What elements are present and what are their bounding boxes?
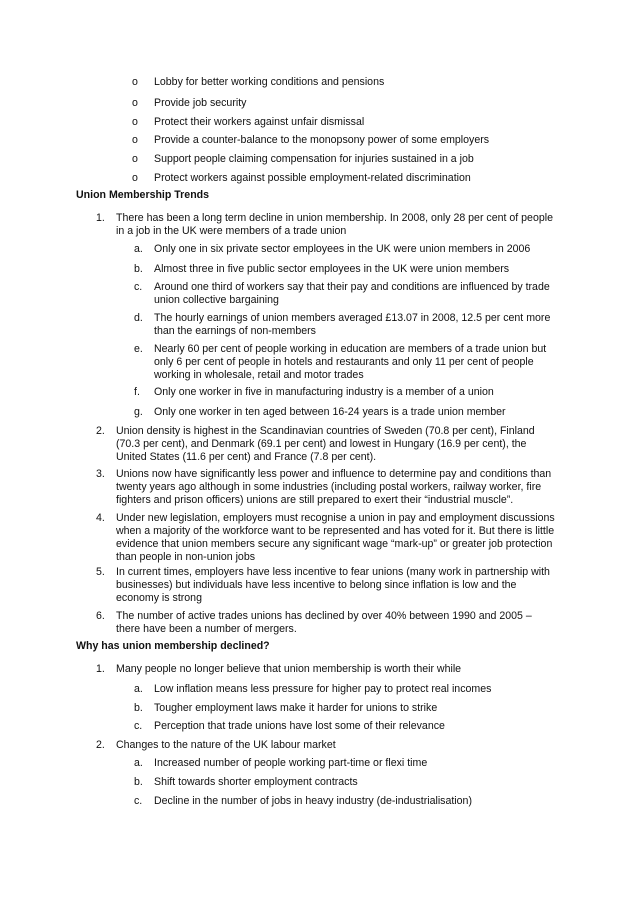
text-line: Only one worker in five in manufacturing industry is a member of a union (154, 386, 494, 398)
text-line: Many people no longer believe that union membership is worth their while (116, 663, 462, 675)
bullet-mark: o (132, 76, 138, 88)
bullet-text: Provide job security (154, 97, 247, 109)
text-line: working in wholesale, retail and motor trades (154, 369, 364, 381)
text-line: (70.3 per cent), and Denmark (69.1 per cent) and lowest in Hungary (16.9 per cent), the (116, 438, 527, 450)
item-number: 2. (96, 425, 105, 437)
sub-item-text (154, 757, 566, 770)
text-line: Only one in six private sector employees in the UK were union members in 2006 (154, 243, 531, 255)
text-line: The hourly earnings of union members averaged £13.07 in 2008, 12.5 per cent more (154, 312, 551, 324)
list-item-text (116, 468, 566, 507)
text-line: there have been a number of mergers. (116, 623, 297, 635)
bullet-text: Support people claiming compensation for injuries sustained in a job (154, 153, 474, 165)
text-line: than the earnings of non-members (154, 325, 316, 337)
sub-item-text (154, 343, 566, 382)
item-number: 6. (96, 610, 105, 622)
sub-item-text (154, 312, 566, 338)
text-line: twenty years ago although in some industries (including postal workers, railway worker, fire (116, 481, 542, 493)
sub-item-text (154, 281, 566, 307)
text-line: union collective bargaining (154, 294, 279, 306)
sub-item-text (154, 683, 566, 696)
text-line: Low inflation means less pressure for higher pay to protect real incomes (154, 683, 492, 695)
list-item-text (116, 610, 566, 636)
item-number: 1. (96, 663, 105, 675)
section-heading: Why has union membership declined? (76, 640, 270, 652)
text-line: Nearly 60 per cent of people working in education are members of a trade union but (154, 343, 547, 355)
list-item-text (116, 425, 566, 464)
sub-item-letter: g. (134, 406, 143, 418)
text-line: Unions now have significantly less power and influence to determine pay and conditions than (116, 468, 552, 480)
text-line: in a job in the UK were members of a trade union (116, 225, 347, 237)
sub-item-text (154, 720, 566, 733)
list-item-text (116, 512, 566, 564)
sub-item-letter: b. (134, 263, 143, 275)
item-number: 5. (96, 566, 105, 578)
bullet-text: Protect their workers against unfair dismissal (154, 116, 365, 128)
text-line: The number of active trades unions has declined by over 40% between 1990 and 2005 – (116, 610, 532, 622)
item-number: 4. (96, 512, 105, 524)
list-item-text (116, 566, 566, 605)
bullet-mark: o (132, 153, 138, 165)
text-line: There has been a long term decline in union membership. In 2008, only 28 per cent of people (116, 212, 553, 224)
item-number: 3. (96, 468, 105, 480)
text-line: Increased number of people working part-time or flexi time (154, 757, 428, 769)
text-line: Shift towards shorter employment contracts (154, 776, 358, 788)
bullet-mark: o (132, 97, 138, 109)
sub-item-text (154, 795, 566, 808)
text-line: only 6 per cent of people in hotels and restaurants and only 11 per cent of people (154, 356, 534, 368)
bullet-text: Protect workers against possible employment-related discrimination (154, 172, 471, 184)
sub-item-letter: c. (134, 720, 143, 732)
text-line: Changes to the nature of the UK labour market (116, 739, 336, 751)
text-line: economy is strong (116, 592, 202, 604)
sub-item-letter: b. (134, 702, 143, 714)
sub-item-text (154, 702, 566, 715)
sub-item-letter: f. (134, 386, 140, 398)
text-line: Perception that trade unions have lost some of their relevance (154, 720, 445, 732)
sub-item-letter: a. (134, 683, 143, 695)
text-line: than people in non-union jobs (116, 551, 256, 563)
text-line: Around one third of workers say that their pay and conditions are influenced by trade (154, 281, 550, 293)
sub-item-text (154, 776, 566, 789)
sub-item-text (154, 406, 566, 419)
section-heading: Union Membership Trends (76, 189, 210, 201)
list-item-text (116, 212, 566, 238)
text-line: Under new legislation, employers must recognise a union in pay and employment discussions (116, 512, 555, 524)
sub-item-letter: c. (134, 795, 143, 807)
bullet-mark: o (132, 134, 138, 146)
text-line: when a majority of the workforce want to be represented and has voted for it. But there is little (116, 525, 555, 537)
text-line: United States (11.6 per cent) and France (7.8 per cent). (116, 451, 377, 463)
text-line: Decline in the number of jobs in heavy industry (de-industrialisation) (154, 795, 472, 807)
text-line: Tougher employment laws make it harder for unions to strike (154, 702, 438, 714)
sub-item-letter: b. (134, 776, 143, 788)
text-line: evidence that union members secure any significant wage “mark-up” or greater job protection (116, 538, 553, 550)
sub-item-letter: d. (134, 312, 143, 324)
bullet-mark: o (132, 116, 138, 128)
sub-item-letter: c. (134, 281, 143, 293)
text-line: Union density is highest in the Scandinavian countries of Sweden (70.8 per cent), Finland (116, 425, 535, 437)
item-number: 2. (96, 739, 105, 751)
sub-item-letter: e. (134, 343, 143, 355)
sub-item-letter: a. (134, 757, 143, 769)
text-line: fighters and prison officers) unions are still prepared to exert their “industrial muscle”. (116, 494, 514, 506)
list-item-text (116, 739, 566, 752)
text-line: Almost three in five public sector employees in the UK were union members (154, 263, 510, 275)
text-line: In current times, employers have less incentive to fear unions (many work in partnership with (116, 566, 550, 578)
bullet-text: Provide a counter-balance to the monopsony power of some employers (154, 134, 490, 146)
bullet-text: Lobby for better working conditions and pensions (154, 76, 385, 88)
bullet-mark: o (132, 172, 138, 184)
item-number: 1. (96, 212, 105, 224)
sub-item-text (154, 263, 566, 276)
text-line: businesses) but individuals have less incentive to belong since inflation is low and the (116, 579, 517, 591)
sub-item-text (154, 243, 566, 256)
sub-item-letter: a. (134, 243, 143, 255)
sub-item-text (154, 386, 566, 399)
text-line: Only one worker in ten aged between 16-24 years is a trade union member (154, 406, 506, 418)
list-item-text (116, 663, 566, 676)
